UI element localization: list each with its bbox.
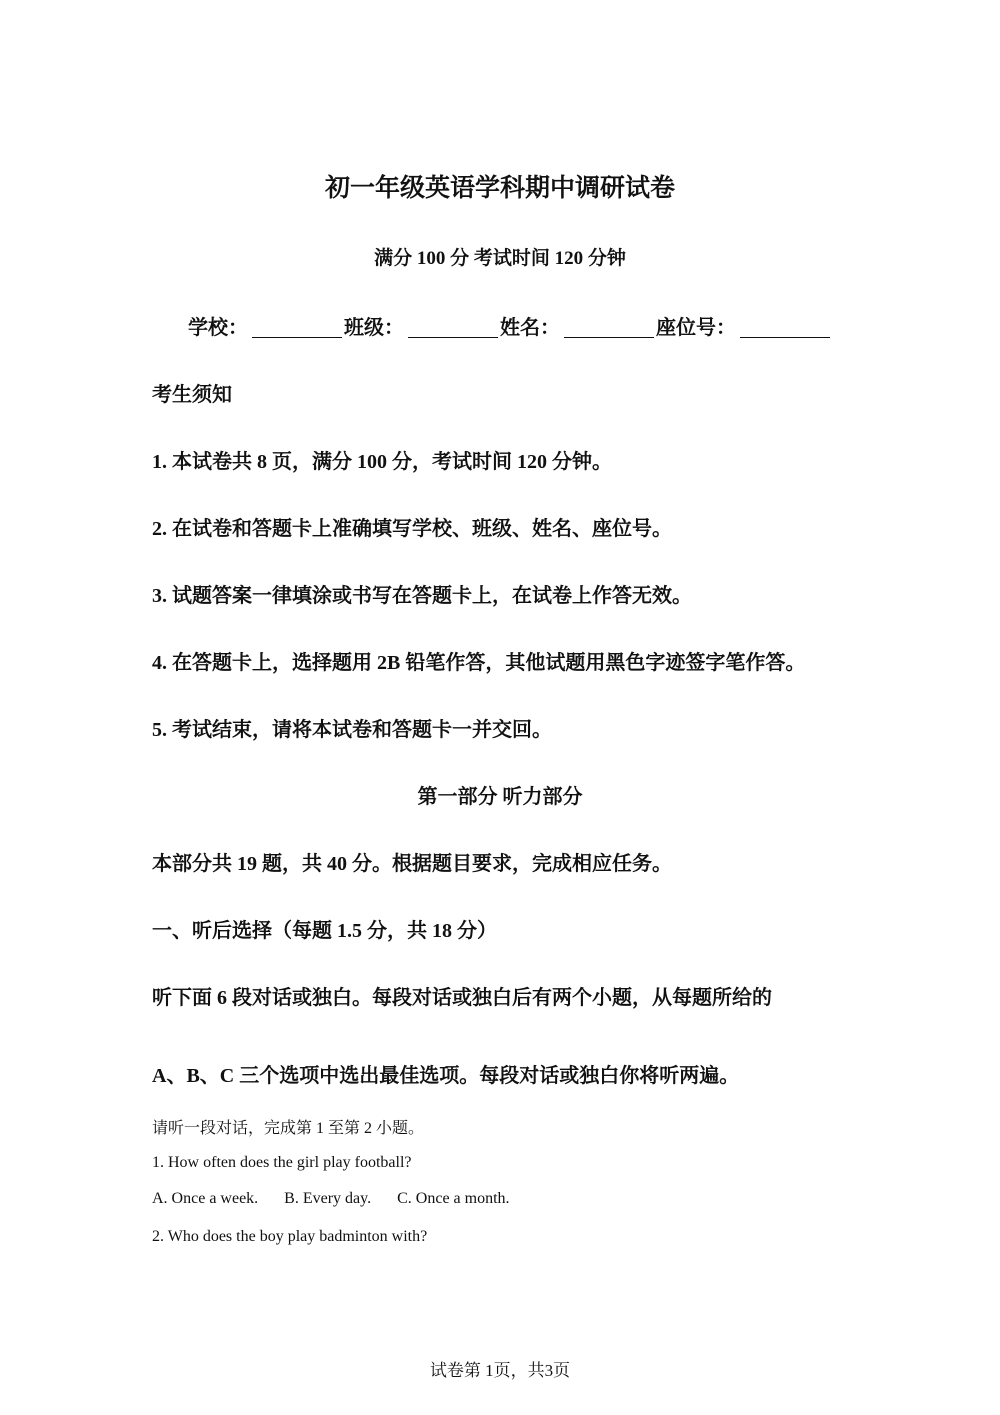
notice-item: 3. 试题答案一律填涂或书写在答题卡上，在试卷上作答无效。: [152, 585, 692, 607]
notice-item: 1. 本试卷共 8 页，满分 100 分，考试时间 120 分钟。: [152, 451, 612, 473]
option-a: A. Once a week.: [152, 1190, 259, 1207]
seat-blank: [740, 317, 830, 338]
question-1: 1. How often does the girl play football?: [152, 1154, 412, 1171]
option-c: C. Once a month.: [397, 1190, 510, 1207]
name-label: 姓名：: [500, 317, 560, 339]
notice-item: 2. 在试卷和答题卡上准确填写学校、班级、姓名、座位号。: [152, 518, 672, 540]
class-label: 班级：: [344, 317, 404, 339]
page-title: 初一年级英语学科期中调研试卷: [324, 175, 675, 202]
section-instruction: A、B、C 三个选项中选出最佳选项。每段对话或独白你将听两遍。: [152, 1065, 740, 1087]
notice-item: 4. 在答题卡上，选择题用 2B 铅笔作答，其他试题用黑色字迹签字笔作答。: [152, 652, 806, 674]
dialog-intro: 请听一段对话，完成第 1 至第 2 小题。: [152, 1120, 425, 1137]
notice-heading: 考生须知: [152, 384, 232, 406]
part-intro: 本部分共 19 题，共 40 分。根据题目要求，完成相应任务。: [152, 853, 672, 875]
section-instruction: 听下面 6 段对话或独白。每段对话或独白后有两个小题，从每题所给的: [152, 987, 772, 1009]
part-heading: 第一部分 听力部分: [417, 786, 583, 808]
section-heading: 一、听后选择（每题 1.5 分，共 18 分）: [152, 920, 497, 942]
seat-label: 座位号：: [656, 317, 736, 339]
student-info-fields: [188, 311, 832, 340]
question-2: 2. Who does the boy play badminton with?: [152, 1228, 428, 1245]
name-blank: [564, 317, 654, 338]
class-blank: [408, 317, 498, 338]
school-label: 学校：: [188, 317, 248, 339]
notice-item: 5. 考试结束，请将本试卷和答题卡一并交回。: [152, 719, 552, 741]
page-footer: 试卷第 1页，共3页: [429, 1361, 571, 1380]
school-blank: [252, 317, 342, 338]
exam-subtitle: 满分 100 分 考试时间 120 分钟: [374, 248, 626, 269]
question-1-options: [152, 1190, 536, 1208]
option-b: B. Every day.: [284, 1190, 372, 1207]
